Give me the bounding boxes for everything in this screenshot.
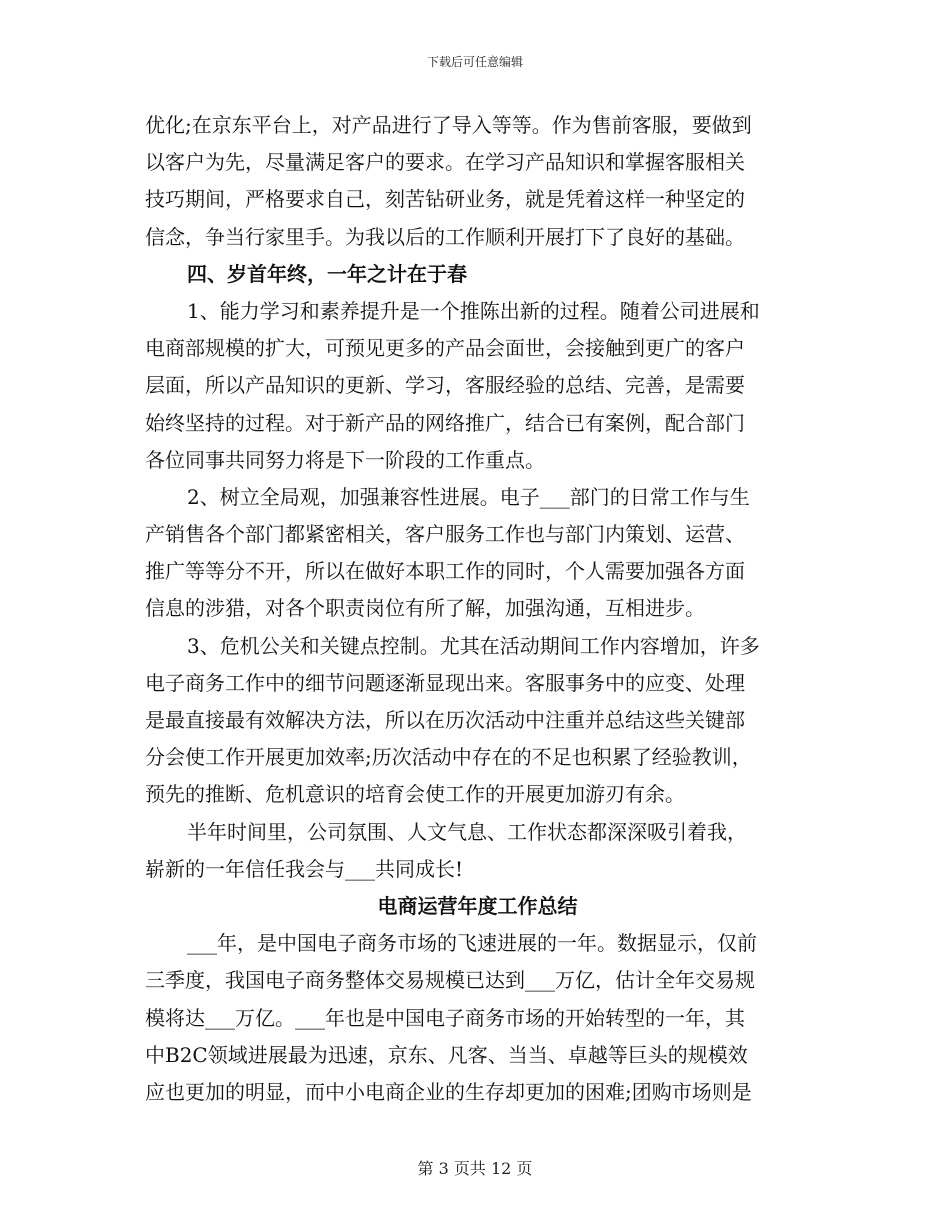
page-header: 下载后可任意编辑 — [426, 55, 523, 69]
document-title: 电商运营年度工作总结 — [377, 893, 578, 918]
document-body — [145, 107, 810, 1111]
text-line: 推广等等分不开，所以在做好本职工作的同时，个人需要加强各方面 — [145, 559, 745, 584]
text-line: 是最直接最有效解决方法，所以在历次活动中注重并总结这些关键部 — [145, 708, 745, 732]
text-line: 模将达___万亿。___年也是中国电子商务市场的开始转型的一年，其 — [145, 1005, 745, 1030]
text-line: 技巧期间，严格要求自己，刻苦钻研业务，就是凭着这样一种坚定的 — [145, 187, 745, 212]
section-heading: 四、岁首年终，一年之计在于春 — [187, 261, 467, 286]
text-line: 信念，争当行家里手。为我以后的工作顺利开展打下了良好的基础。 — [145, 224, 745, 249]
text-line: 层面，所以产品知识的更新、学习，客服经验的总结、完善，是需要 — [145, 373, 745, 398]
text-line: 产销售各个部门都紧密相关，客户服务工作也与部门内策划、运营、 — [145, 522, 745, 547]
page-footer: 第 3 页共 12 页 — [417, 1159, 533, 1178]
text-line: 三季度，我国电子商务整体交易规模已达到___万亿，估计全年交易规 — [145, 968, 755, 993]
text-line: 以客户为先，尽量满足客户的要求。在学习产品知识和掌握客服相关 — [145, 150, 745, 175]
text-line: 中B2C领域进展最为迅速，京东、凡客、当当、卓越等巨头的规模效 — [145, 1042, 748, 1067]
text-line: 半年时间里，公司氛围、人文气息、工作状态都深深吸引着我， — [187, 819, 747, 844]
text-line: ___年，是中国电子商务市场的飞速进展的一年。数据显示，仅前 — [187, 931, 757, 956]
text-line: 2、树立全局观，加强兼容性进展。电子___部门的日常工作与生 — [187, 484, 750, 509]
text-line: 1、能力学习和素养提升是一个推陈出新的过程。随着公司进展和 — [187, 298, 760, 323]
text-line: 信息的涉猎，对各个职责岗位有所了解，加强沟通，互相进步。 — [145, 596, 705, 621]
text-line: 预先的推断、危机意识的培育会使工作的开展更加游刃有余。 — [145, 782, 685, 807]
text-line: 优化;在京东平台上，对产品进行了导入等等。作为售前客服，要做到 — [145, 113, 752, 137]
text-line: 崭新的一年信任我会与___共同成长! — [145, 856, 464, 881]
text-line: 电商部规模的扩大，可预见更多的产品会面世，会接触到更广的客户 — [145, 336, 745, 361]
text-line: 应也更加的明显，而中小电商企业的生存却更加的困难;团购市场则是 — [145, 1079, 752, 1104]
text-line: 电子商务工作中的细节问题逐渐显现出来。客服事务中的应变、处理 — [145, 670, 745, 695]
text-line: 分会使工作开展更加效率;历次活动中存在的不足也积累了经验教训， — [145, 745, 752, 770]
text-line: 3、危机公关和关键点控制。尤其在活动期间工作内容增加，许多 — [187, 633, 760, 658]
text-line: 始终坚持的过程。对于新产品的网络推广，结合已有案例，配合部门 — [145, 410, 745, 435]
text-line: 各位同事共同努力将是下一阶段的工作重点。 — [145, 447, 545, 472]
